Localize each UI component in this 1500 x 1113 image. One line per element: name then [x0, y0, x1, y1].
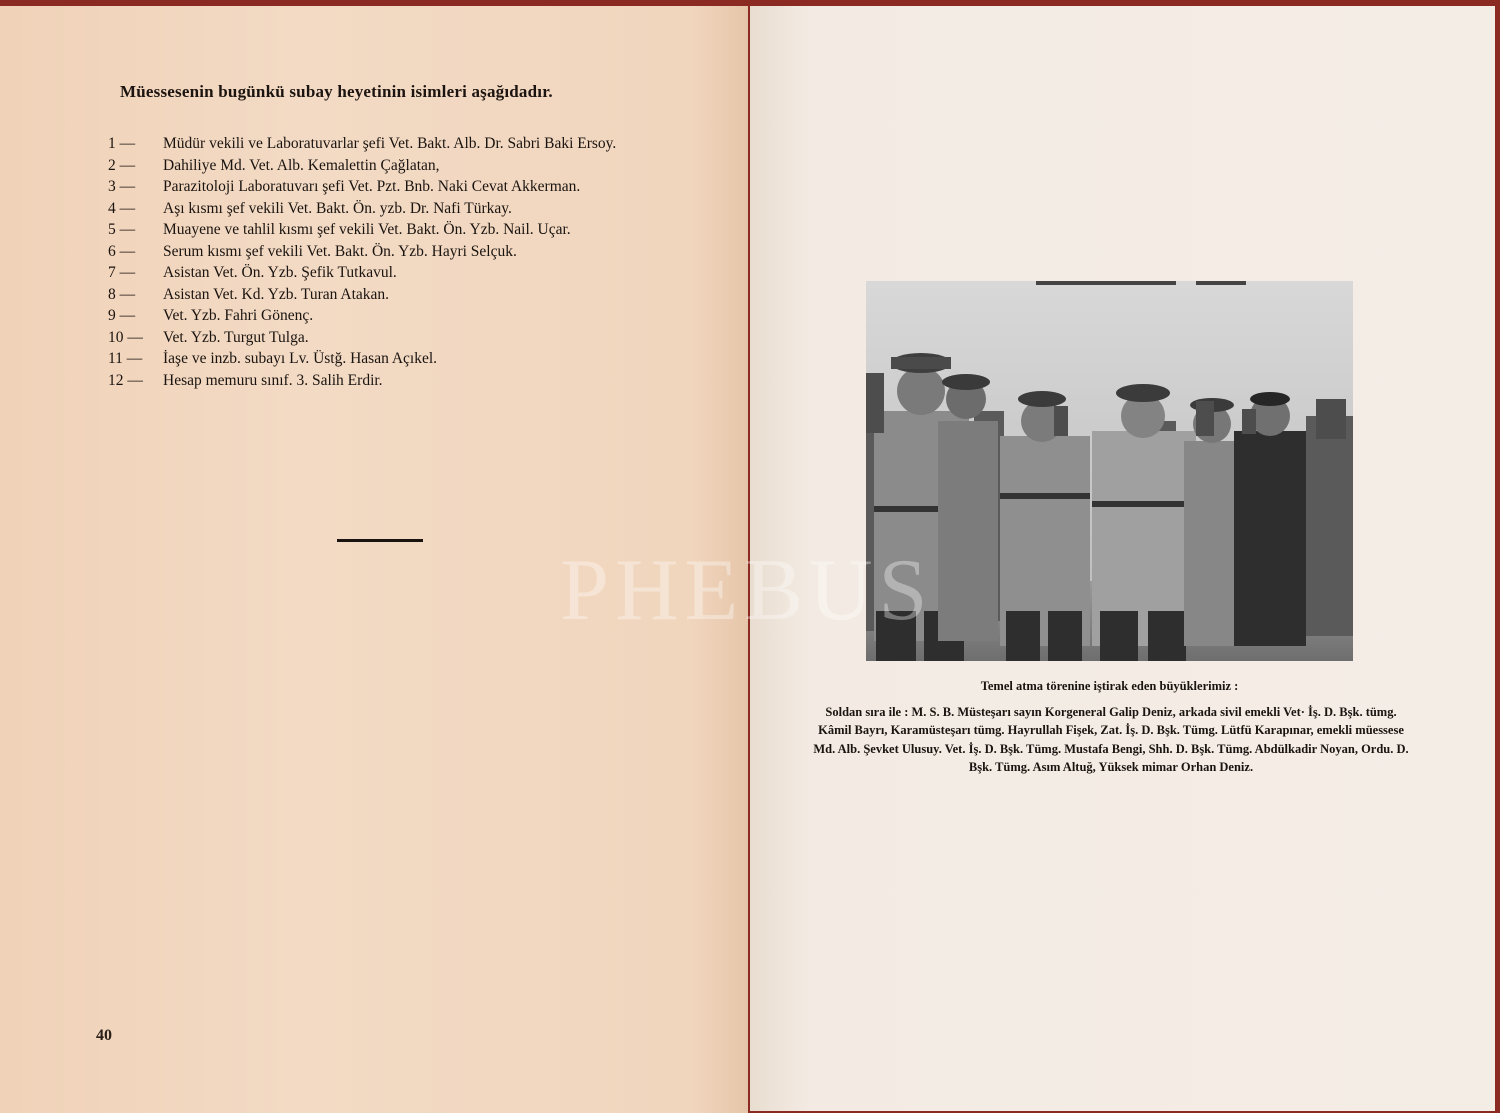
list-item	[108, 305, 674, 327]
list-item	[108, 198, 674, 220]
group-of-officers-illustration	[866, 281, 1353, 661]
item-text: Müdür vekili ve Laboratuvarlar şefi Vet. Bakt. Alb. Dr. Sabri Baki Ersoy.	[163, 135, 617, 152]
item-number: 1 —	[108, 135, 136, 152]
list-item	[108, 176, 674, 198]
item-number: 4 —	[108, 199, 136, 217]
watermark: PHEBUS	[560, 542, 934, 639]
item-text: Dahiliye Md. Vet. Alb. Kemalettin Çağlatan,	[163, 156, 440, 174]
list-item	[108, 219, 674, 241]
item-number: 11 —	[108, 350, 143, 367]
item-number: 7 —	[108, 264, 136, 281]
item-text: Parazitoloji Laboratuvarı şefi Vet. Pzt. Bnb. Naki Cevat Akkerman.	[163, 178, 581, 195]
item-text: Hesap memuru sınıf. 3. Salih Erdir.	[163, 371, 383, 389]
item-text: Asistan Vet. Kd. Yzb. Turan Atakan.	[163, 285, 390, 303]
item-number: 8 —	[108, 285, 136, 303]
item-number: 12 —	[108, 371, 143, 389]
list-item	[108, 241, 674, 263]
item-number: 10 —	[108, 328, 143, 346]
item-number: 2 —	[108, 156, 136, 174]
page-number: 40	[96, 1027, 112, 1044]
list-item	[108, 284, 674, 306]
item-text: İaşe ve inzb. subayı Lv. Üstğ. Hasan Açıkel.	[163, 350, 438, 367]
item-text: Asistan Vet. Ön. Yzb. Şefik Tutkavul.	[163, 264, 397, 281]
item-number: 9 —	[108, 307, 136, 324]
item-number: 6 —	[108, 242, 136, 260]
item-text: Vet. Yzb. Turgut Tulga.	[163, 328, 309, 346]
item-text: Vet. Yzb. Fahri Gönenç.	[163, 307, 314, 324]
item-number: 5 —	[108, 221, 136, 238]
list-item	[108, 370, 674, 392]
list-item	[108, 262, 674, 284]
item-text: Serum kısmı şef vekili Vet. Bakt. Ön. Yzb. Hayri Selçuk.	[163, 242, 517, 260]
item-number: 3 —	[108, 178, 136, 195]
photo-caption-body: Soldan sıra ile : M. S. B. Müsteşarı sayın Korgeneral Galip Deniz, arkada sivil emekli Vet· İş. D. Bşk. tümg. Kâmil Bayrı, Karamüsteşarı tümg. Hayrullah Fişek, Zat. İş. D. Bşk. Tümg. Lütfü Karapınar, emekli müessese Md. Alb. Şevket Ulusuy. Vet. İş. D. Bşk. Tümg. Mustafa Bengi, Shh. D. Bşk. Tümg. Abdülkadir Noyan, Ordu. D. Bşk. Tümg. Asım Altuğ, Yüksek mimar Orhan Deniz.	[813, 705, 1409, 774]
list-item	[108, 327, 674, 349]
page-heading: Müessesenin bugünkü subay heyetinin isimleri aşağıdadır.	[120, 82, 553, 101]
photo-caption-title: Temel atma törenine iştirak eden büyüklerimiz :	[980, 679, 1239, 693]
ceremony-photo	[866, 281, 1353, 661]
list-item	[108, 133, 674, 155]
list-item	[108, 348, 674, 370]
list-item	[108, 155, 674, 177]
item-text: Muayene ve tahlil kısmı şef vekili Vet. Bakt. Ön. Yzb. Nail. Uçar.	[163, 221, 571, 238]
item-text: Aşı kısmı şef vekili Vet. Bakt. Ön. yzb. Dr. Nafi Türkay.	[163, 199, 512, 217]
section-divider	[337, 539, 423, 542]
staff-list	[108, 133, 674, 391]
